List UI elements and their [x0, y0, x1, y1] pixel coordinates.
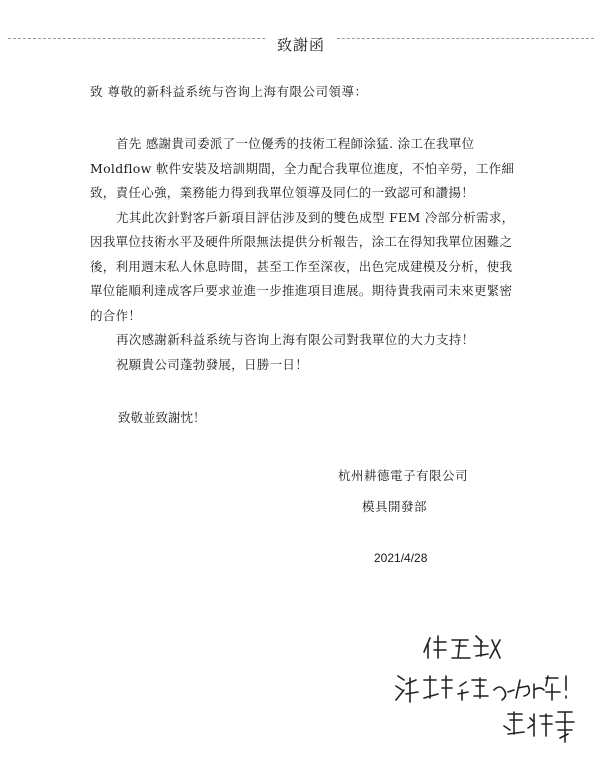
letter-title	[0, 34, 602, 55]
paragraph-support: 再次感謝新科益系统与咨询上海有限公司對我單位的大力支持！	[116, 332, 475, 347]
handwritten-note-line-2	[396, 676, 566, 702]
letter-body	[90, 132, 518, 377]
signature-company: 杭州耕德電子有限公司	[338, 468, 469, 483]
signature-date: 2021/4/28	[374, 551, 428, 565]
signature-department: 模具開發部	[362, 499, 428, 514]
letter-title-text: 致謝函	[267, 36, 335, 54]
handwritten-signature	[504, 712, 574, 742]
paragraph-wishes: 祝願貴公司蓬勃發展，日勝一日！	[116, 356, 309, 372]
handwritten-note-line-1	[424, 636, 500, 658]
paragraph-thanks: 首先 感謝貴司委派了一位優秀的技術工程師涂猛. 涂工在我單位 Moldflow 軟件安裝及培訓期間，全力配合我單位進度，不怕辛勞，工作細致，責任心強，業務能力得到我單位領導及同仁的一致認可和讚揚！	[90, 136, 515, 200]
salutation: 致 尊敬的新科益系统与咨询上海有限公司領導：	[90, 84, 368, 99]
paragraph-analysis: 尤其此次針對客戶新項目評估涉及到的雙色成型 FEM 冷部分析需求，因我單位技術水平及硬件所限無法提供分析報告，涂工在得知我單位困難之後，利用週末私人休息時間，甚至工作至深夜，出色完成建模及分析，使我單位能順利達成客戶要求並進一步推進項目進展。期待貴我兩司未來更緊密的合作！	[90, 209, 515, 323]
closing-line: 致敬並致謝忱！	[118, 410, 206, 425]
